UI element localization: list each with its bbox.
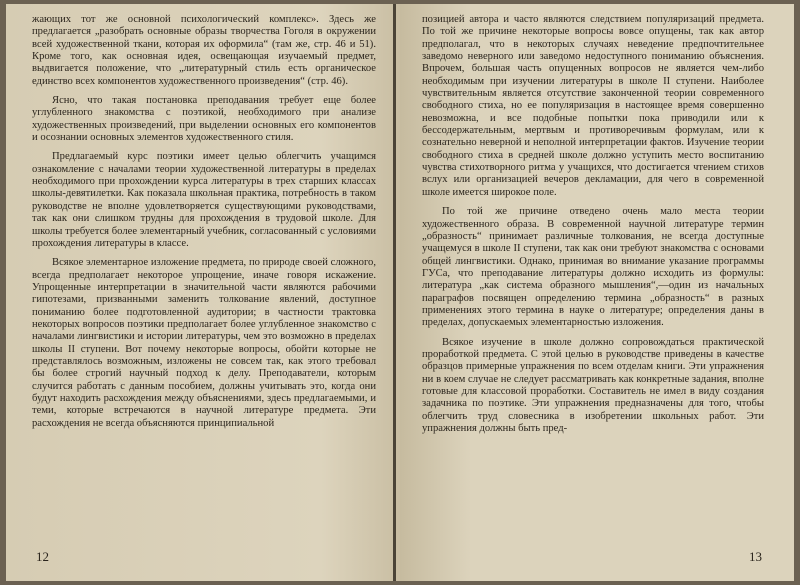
page-number: 13 <box>749 549 762 564</box>
book-gutter <box>393 4 396 581</box>
paragraph: Предлагаемый курс поэтики имеет целью облегчить учащимся ознакомление с началами теории художественной литературы в пределах необходимого при прохождении курса литературы в трех старших классах школы-девятилетки. Как показала школьная практика, потребность в таком руководстве не вполне удовлетворяется существующими руководствами, так как они слишком трудны для прохождения в трудовой школе. Для школы требуется более элементарный учебник, согласованный с условиями прохождения литературы в классе. <box>32 151 376 249</box>
page-number: 12 <box>36 549 49 564</box>
right-page <box>400 4 794 581</box>
paragraph: Всякое изучение в школе должно сопровождаться практической проработкой предмета. С этой целью в руководстве приведены в качестве образцов примерные упражнения по всем отделам книги. Эти упражнения ни в коем случае не следует рассматривать как конкретные задания, вполне готовые для классовой проработки. Составитель не имел в виду создания задачника по поэтике. Эти упражнения предназначены для того, чтобы облегчить труд словесника в изобретении школьных работ. Эти упражнения должны быть пред- <box>422 336 764 434</box>
left-page <box>6 4 400 581</box>
paragraph: жающих тот же основной психологический комплекс». Здесь же предлагается „разобрать основные образы творчества Гоголя в окружении всей художественной ткани, которая их оформила“ (там же, стр. 46 и 51). Кроме того, как основная идея, освещающая изучаемый предмет, выдвигается положение, что „литературный стиль есть органическое единство всех компонентов художественного произведения“ (стр. 46). <box>32 14 376 87</box>
paragraph: Ясно, что такая постановка преподавания требует еще более углубленного знакомства с поэтикой, необходимого при анализе художественных произведений, при выделении основных его компонентов и осознании основных элементов художественного стиля. <box>32 95 376 144</box>
paragraph: Всякое элементарное изложение предмета, по природе своей сложного, всегда предполагает некоторое упрощение, иначе говоря искажение. Упрощенные интерпретации в значительной части являются рабочими гипотезами, призванными заменить толкование явлений, доступное пониманию более подготовленной аудитории; в частности трактовка некоторых вопросов поэтики предполагает более углубленное знакомство с началами лингвистики и истории литературы, чем это возможно в пределах школы II ступени. Вот почему некоторые вопросы, обойти которые не представлялось возможным, изложены не совсем так, как этого требовал бы более строгий научный подход к делу. Преподаватели, которым случится работать с данным пособием, должны учитывать это, когда они будут находить расхождения между объяснениями, здесь предлагаемыми, и теми, которые встречаются в научной литературе предмета. Эти расхождения не всегда объясняются принципиальной <box>32 257 376 429</box>
paragraph: позицией автора и часто являются следствием популяризаций предмета. По той же причине некоторые вопросы вовсе опущены, так как автор предполагал, что в некоторых случаях неведение предпочтительнее заведомо неверного или заведомо недоступного пониманию объяснения. Впрочем, большая часть опущенных вопросов не является чем-либо необходимым при изучении литературы в школе II ступени. Наиболее чувствительным является отсутствие законченной теории современного свободного стиха, но ее популяризация в настоящее время совершенно невозможна, и все подобные попытки пока приводили или к бессодержательным, мертвым и противоречивым формулам, или к сознательно неверной и неполной интерпретации фактов. Изучение теории свободного стиха в средней школе должно уступить место воспитанию чувства стихотворного ритма у учащихся, что достигается чтением стихов вслух или организацией вечеров декламации, для чего в современной школе имеется широкое поле. <box>422 14 764 198</box>
paragraph: По той же причине отведено очень мало места теории художественного образа. В современной научной литературе термин „образность“ принимает различные толкования, не всегда доступные учащемуся в школе II ступени, так как они требуют знакомства с основами общей лингвистики. Однако, принимая во внимание указание программы ГУСа, что преподавание литературы должно исходить из формулы: литература „как система образного мышления“,—один из начальных параграфов посвящен определению термина „образность“ в разных применениях этого термина в науке о литературе; определения даны в пределах, допускаемых элементарностью изложения. <box>422 206 764 329</box>
book-spread <box>6 4 794 581</box>
